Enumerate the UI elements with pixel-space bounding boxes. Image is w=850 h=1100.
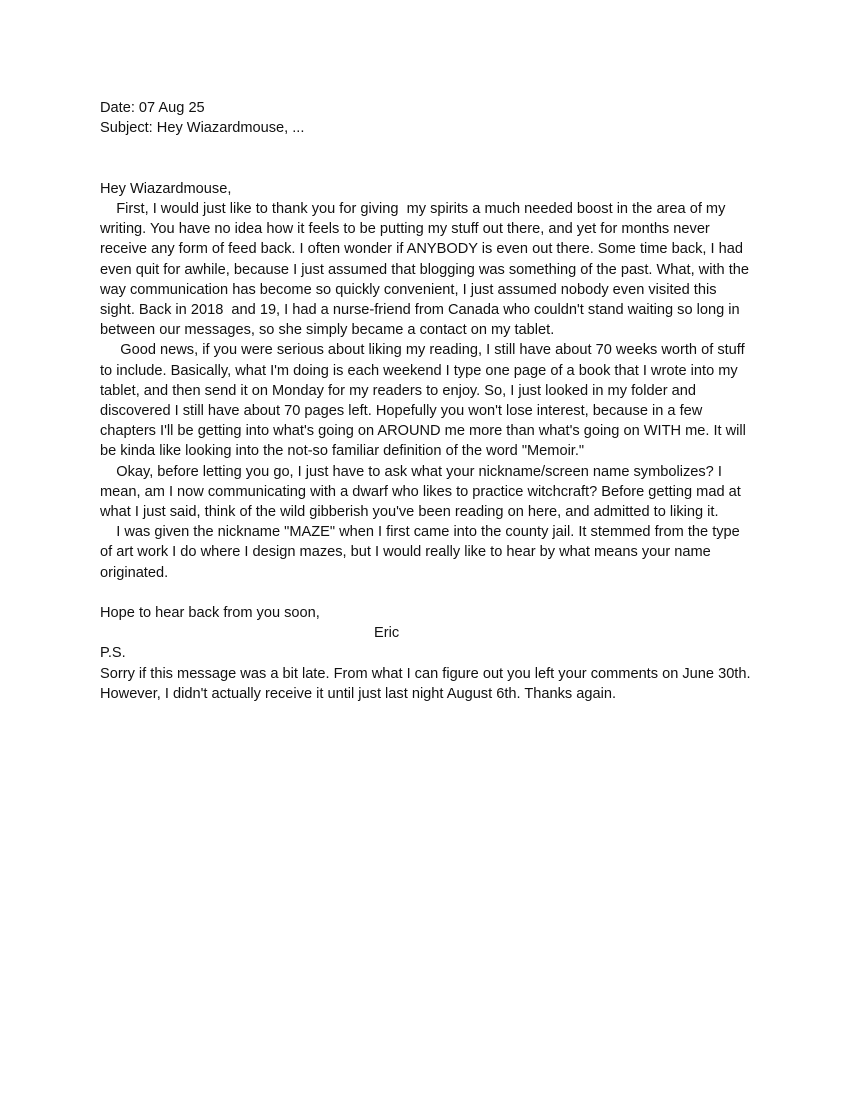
spacer (100, 583, 755, 603)
body-paragraph-3: Okay, before letting you go, I just have to ask what your nickname/screen name symbolizes? I mean, am I now communicating with a dwarf who likes to practice witchcraft? Before getting mad at what I just said, think of the wild gibberish you've been reading on here, and admitted to liking it. (100, 463, 745, 521)
closing-line: Hope to hear back from you soon, (100, 605, 320, 622)
date-line: Date: 07 Aug 25 (100, 100, 205, 116)
subject-line: Subject: Hey Wiazardmouse, ... (100, 120, 305, 137)
spacer (100, 138, 755, 178)
body-paragraph-4: I was given the nickname "MAZE" when I first came into the county jail. It stemmed from the type of art work I do where I design mazes, but I would really like to hear by what means your name originated. (100, 524, 744, 581)
ps-text: Sorry if this message was a bit late. From what I can figure out you left your comments on June 30th. However, I didn't actually receive it until just last night August 6th. Thanks again. (100, 665, 755, 702)
body-paragraph-1: First, I would just like to thank you for giving my spirits a much needed boost in the area of my writing. You have no idea how it feels to be putting my stuff out there, and yet for months never receive any form of feed back. I often wonder if ANYBODY is even out there. Some time back, I had even quit for awhile, because I just assumed that blogging was something of the past. What, with the way communication has become so quickly convenient, I just assumed nobody even visited this sight. Back in 2018 and 19, I had a nurse-friend from Canada who couldn't stand waiting so long in between our messages, so she simply became a contact on my tablet. (100, 201, 754, 339)
body-paragraph-2: Good news, if you were serious about liking my reading, I still have about 70 weeks worth of stuff to include. Basically, what I'm doing is each weekend I type one page of a book that I wrote into my tablet, and then send it on Monday for my readers to enjoy. So, I just looked in my folder and discovered I still have about 70 pages left. Hopefully you won't lose interest, because in a few chapters I'll be getting into what's going on AROUND me more than what's going on WITH me. It will be kinda like looking into the not-so familiar definition of the word "Memoir." (100, 342, 750, 460)
greeting: Hey Wiazardmouse, (100, 180, 232, 197)
document-page (100, 98, 755, 704)
signature: Eric (374, 625, 400, 642)
ps-label: P.S. (100, 645, 126, 662)
